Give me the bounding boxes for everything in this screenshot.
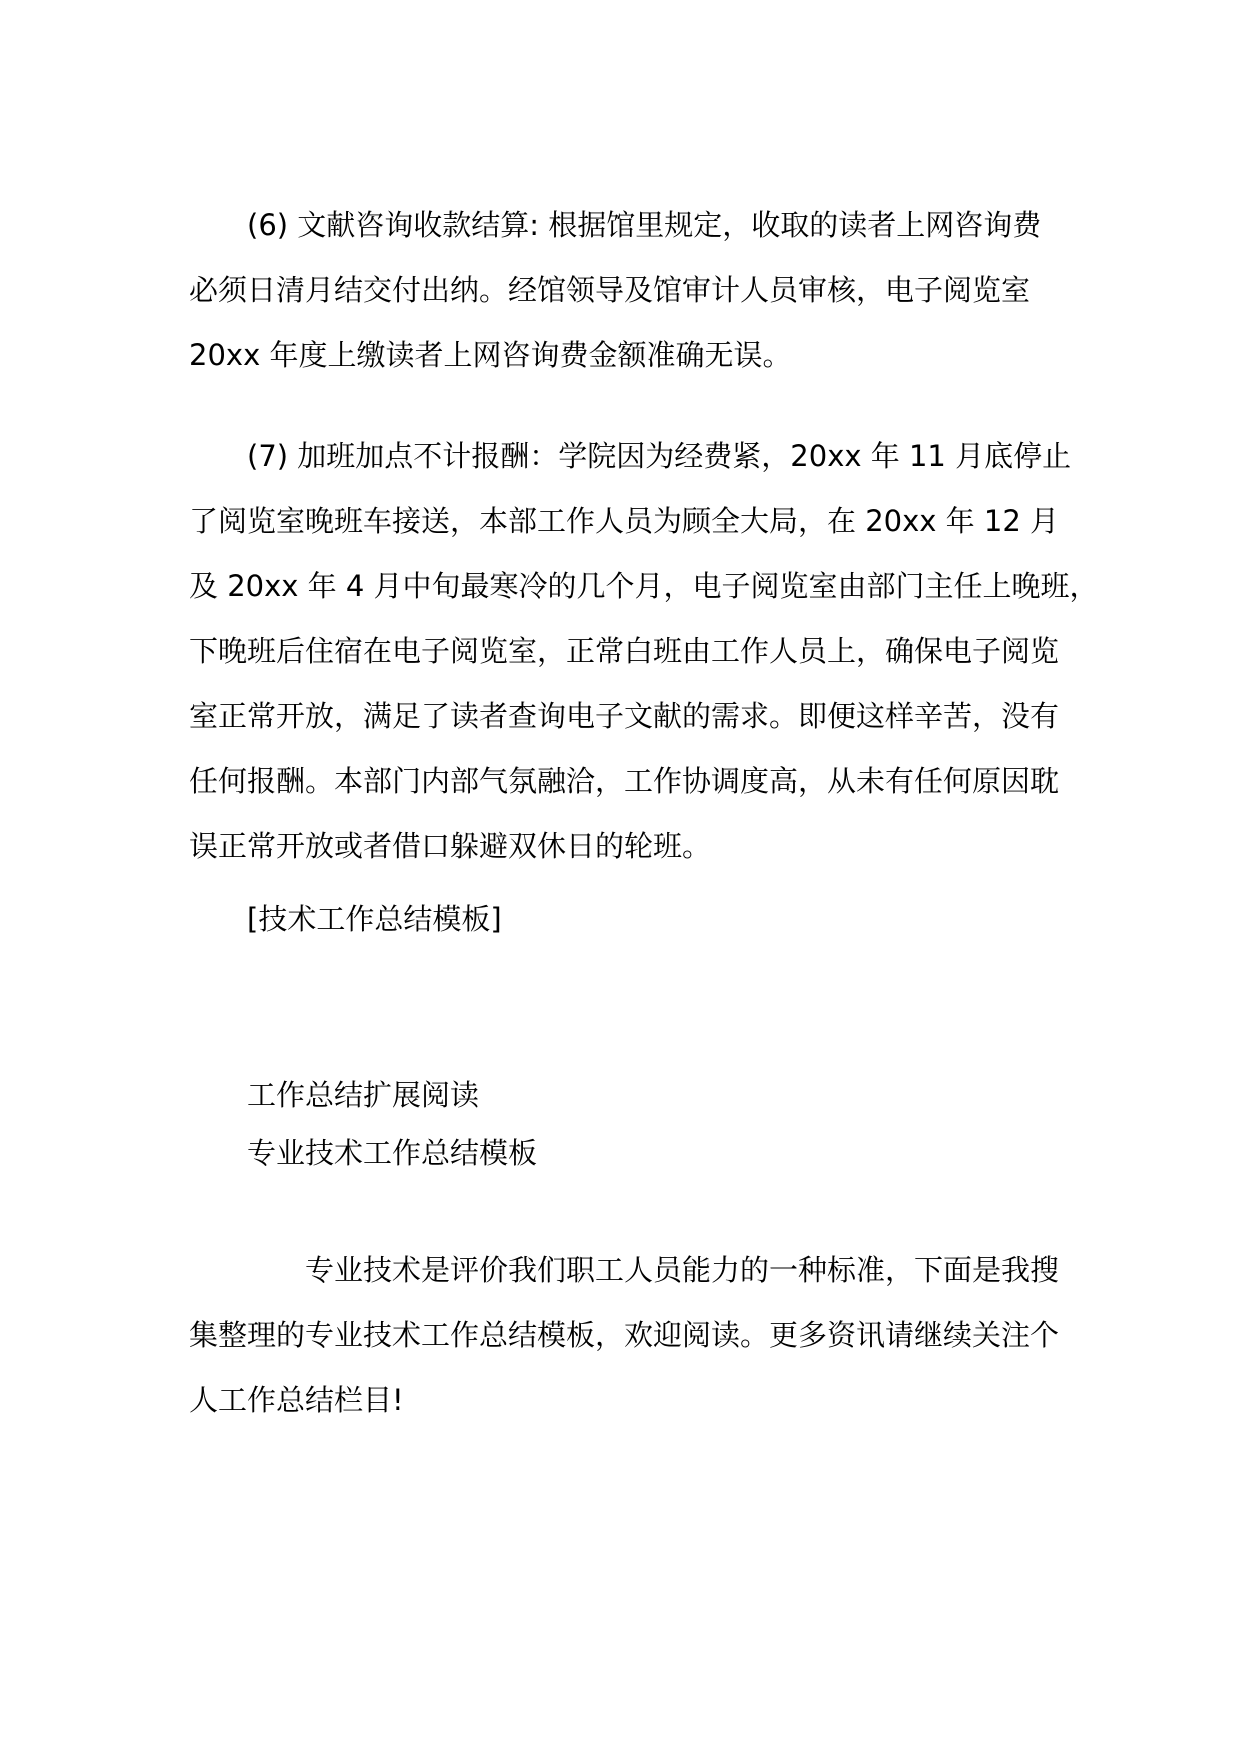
paragraph-6: [189, 193, 1051, 388]
paragraph-line: 20xx 年度上缴读者上网咨询费金额准确无误。: [189, 338, 792, 372]
paragraph-line: (7) 加班加点不计报酬：学院因为经费紧，20xx 年 11 月底停止: [247, 439, 1072, 473]
paragraph-line: (6) 文献咨询收款结算: 根据馆里规定，收取的读者上网咨询费: [247, 208, 1042, 242]
paragraph-line: 专业技术是评价我们职工人员能力的一种标准，下面是我搜: [305, 1253, 1060, 1287]
intro-paragraph: [189, 1238, 1060, 1433]
paragraph-line: 任何报酬。本部门内部气氛融洽，工作协调度高，从未有任何原因耽: [189, 764, 1060, 798]
extended-reading-title-text: 专业技术工作总结模板: [247, 1136, 538, 1170]
extended-reading: [189, 1063, 1051, 1128]
paragraph-line: 误正常开放或者借口躲避双休日的轮班。: [189, 829, 712, 863]
paragraph-line: 及 20xx 年 4 月中旬最寒冷的几个月，电子阅览室由部门主任上晚班，: [189, 569, 1099, 603]
template-tag-text: [技术工作总结模板]: [247, 902, 502, 936]
paragraph-line: 室正常开放，满足了读者查询电子文献的需求。即便这样辛苦，没有: [189, 699, 1060, 733]
paragraph-line: 集整理的专业技术工作总结模板，欢迎阅读。更多资讯请继续关注个: [189, 1318, 1060, 1352]
paragraph-line: 了阅览室晚班车接送，本部工作人员为顾全大局，在 20xx 年 12 月: [189, 504, 1060, 538]
paragraph-line: 人工作总结栏目!: [189, 1383, 404, 1417]
extended-reading-title: [189, 1121, 1051, 1186]
paragraph-line: 必须日清月结交付出纳。经馆领导及馆审计人员审核，电子阅览室: [189, 273, 1031, 307]
extended-reading-label: 工作总结扩展阅读: [247, 1078, 480, 1112]
paragraph-line: 下晚班后住宿在电子阅览室，正常白班由工作人员上，确保电子阅览: [189, 634, 1060, 668]
paragraph-7: [189, 424, 1099, 879]
template-tag: [189, 887, 1051, 952]
